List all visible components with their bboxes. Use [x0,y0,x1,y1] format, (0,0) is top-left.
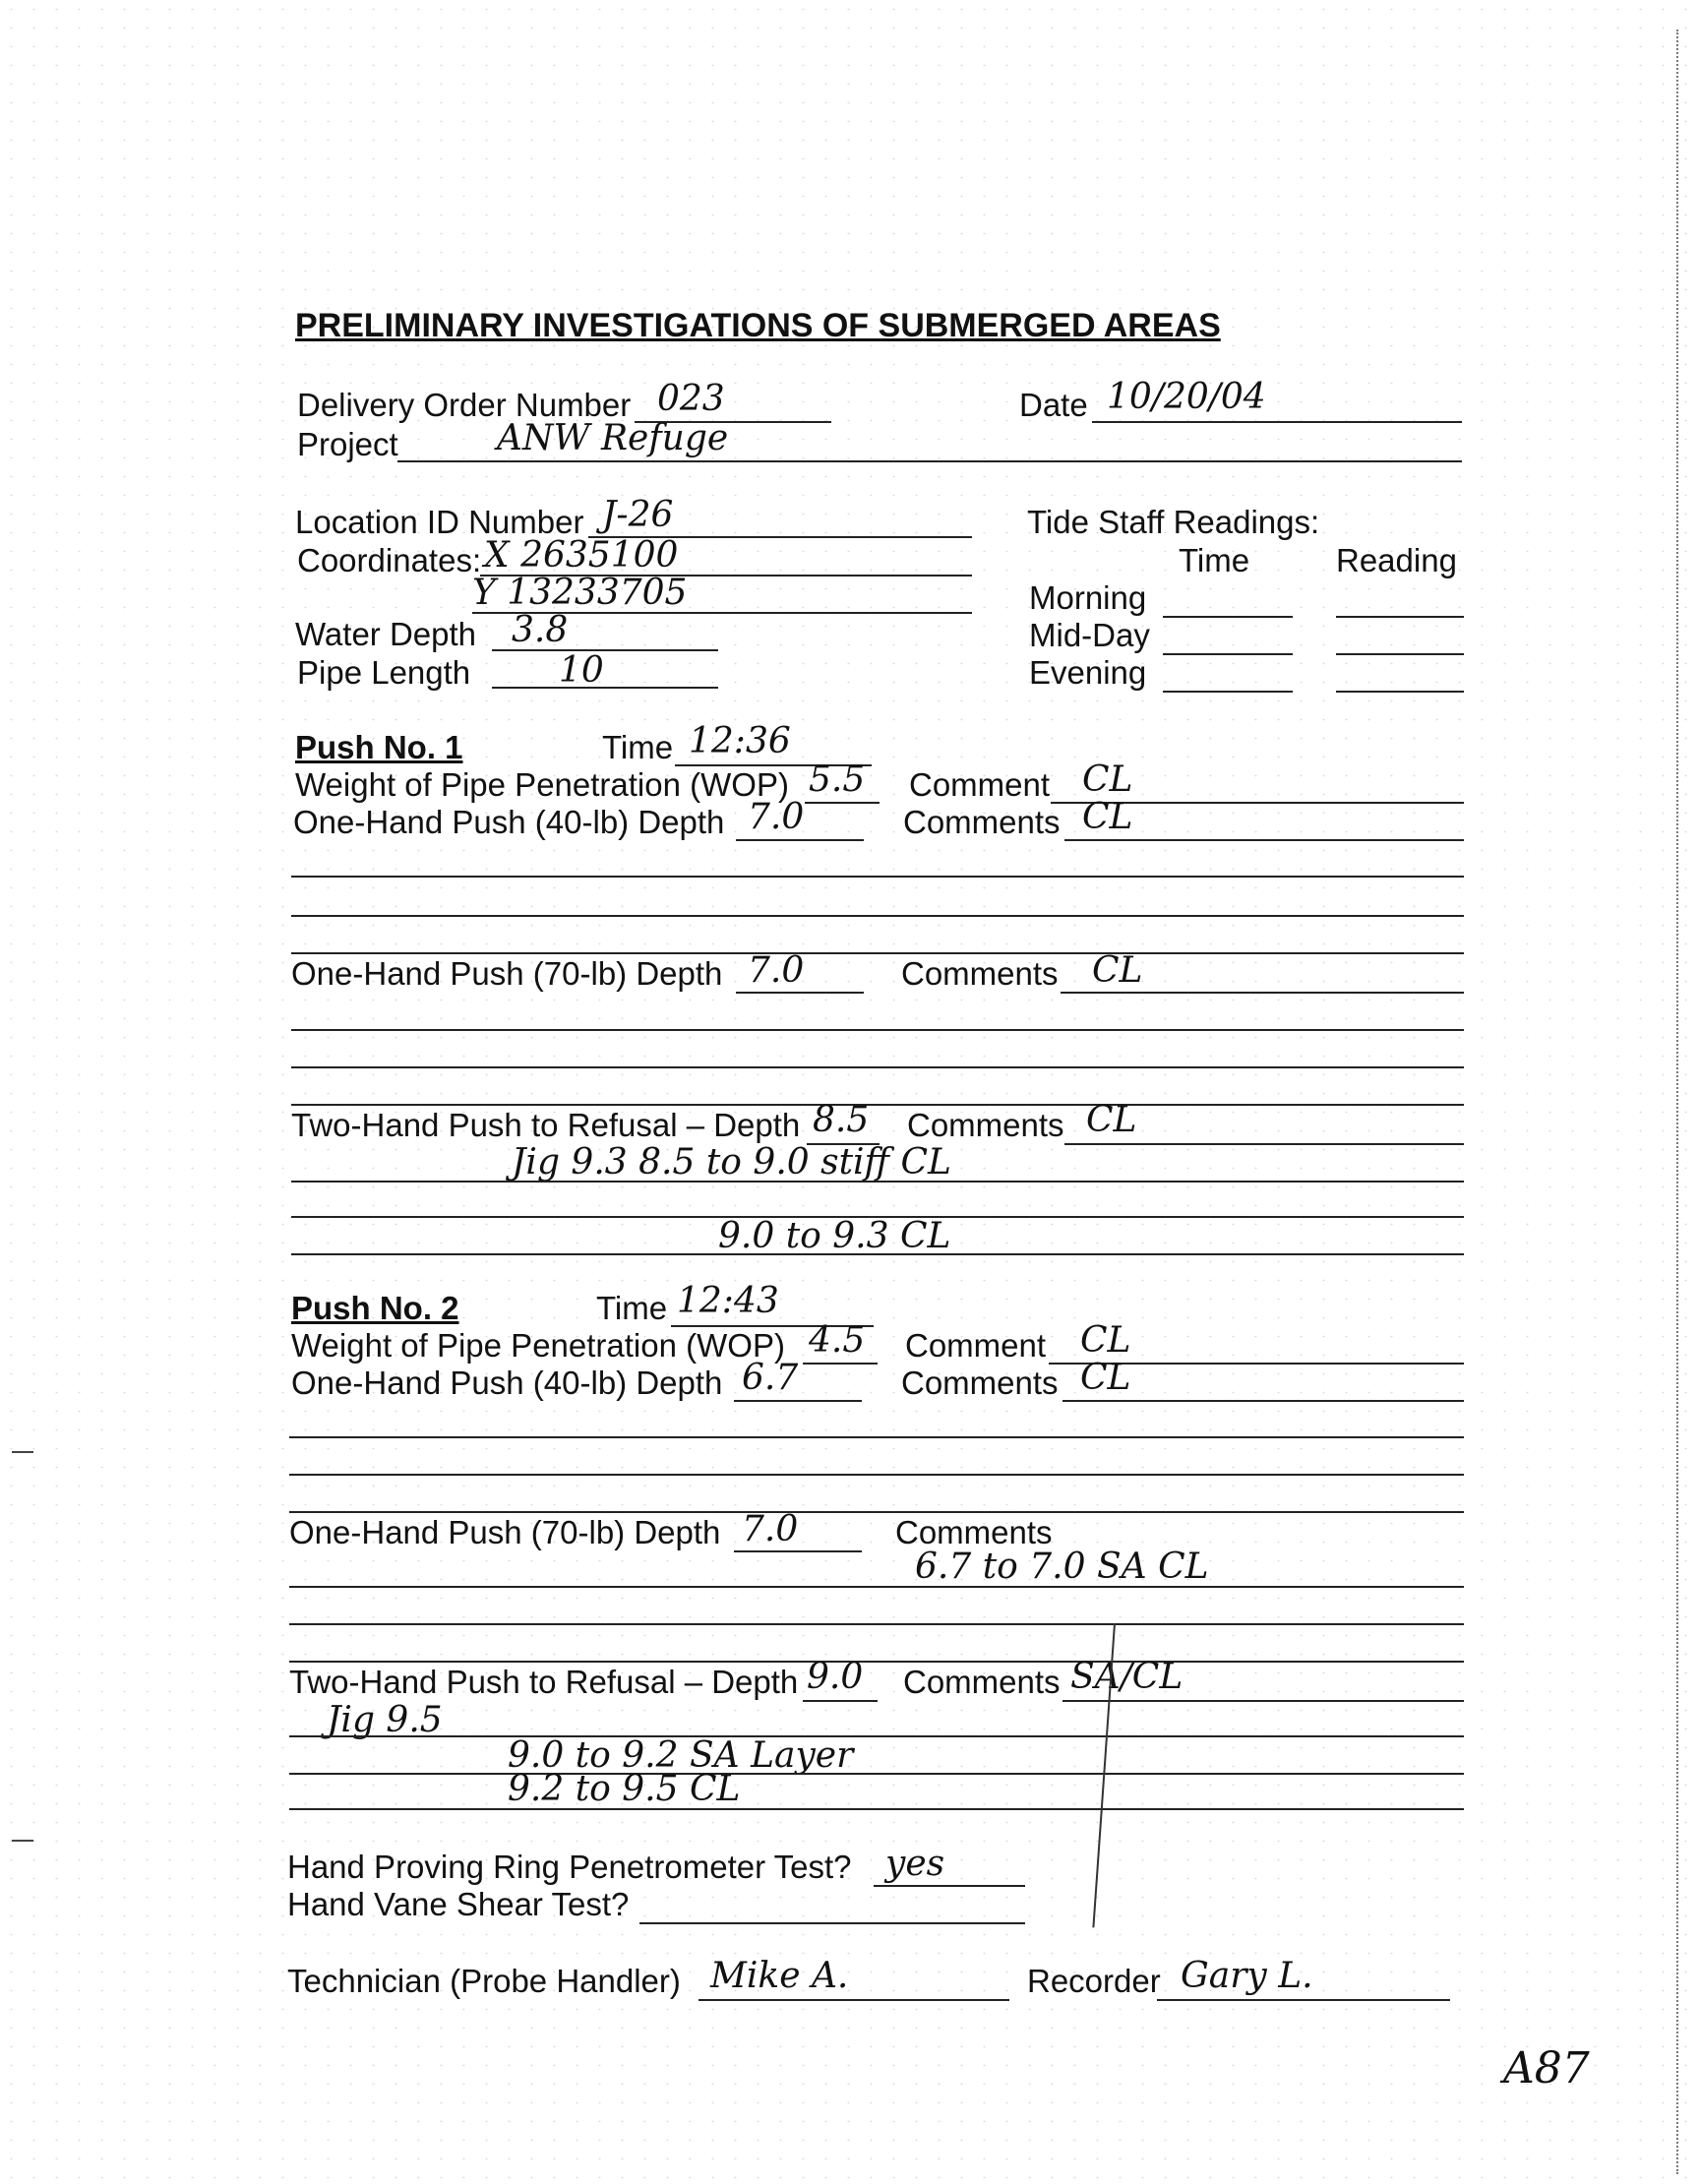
pipe-length-line [492,687,718,689]
push1-two-hand-comment-line [1064,1143,1464,1145]
coord-x-value[interactable]: X 2635100 [484,535,679,576]
push1-note-1[interactable]: Jig 9.3 8.5 to 9.0 stiff CL [512,1142,951,1183]
push1-blank-line[interactable] [291,1029,1464,1031]
project-value[interactable]: ANW Refuge [497,418,729,458]
push1-note-2[interactable]: 9.0 to 9.3 CL [718,1216,951,1256]
project-line [397,460,1462,462]
push2-p40-label: One-Hand Push (40-lb) Depth [291,1365,723,1401]
form-title: PRELIMINARY INVESTIGATIONS OF SUBMERGED AREAS [295,307,1221,344]
push2-note-2[interactable]: 9.2 to 9.5 CL [508,1769,741,1809]
recorder-line [1157,1999,1450,2001]
push2-wop-line [803,1363,878,1365]
tide-reading-header: Reading [1336,542,1457,578]
push1-two-hand-comment-value[interactable]: CL [1086,1100,1137,1140]
push1-blank-line[interactable] [291,952,1464,954]
push2-p40-comment-line [1062,1400,1464,1402]
push1-two-hand-label: Two-Hand Push to Refusal – Depth [291,1107,801,1143]
tide-midday-time-line[interactable] [1163,653,1293,655]
push2-p40-comments-label: Comments [901,1365,1059,1401]
proving-ring-value[interactable]: yes [885,1844,945,1884]
push1-blank-line[interactable] [291,1104,1464,1106]
push2-two-hand-value[interactable]: 9.0 [807,1657,864,1697]
push1-p40-comment-line [1064,839,1464,841]
push2-wop-label: Weight of Pipe Penetration (WOP) [291,1327,785,1364]
margin-mark [12,1840,33,1842]
push1-p70-label: One-Hand Push (70-lb) Depth [291,955,723,992]
recorder-label: Recorder [1027,1963,1161,1999]
tide-evening-time-line[interactable] [1163,691,1293,693]
push2-note-line [289,1808,1464,1810]
tide-morning-reading-line[interactable] [1336,616,1464,618]
proving-ring-label: Hand Proving Ring Penetrometer Test? [287,1849,852,1885]
technician-value[interactable]: Mike A. [710,1956,849,1996]
push1-two-hand-comments-label: Comments [907,1107,1064,1143]
push2-blank-line[interactable] [289,1586,1464,1588]
push2-blank-line[interactable] [289,1661,1464,1663]
push1-note-line [291,1253,1464,1255]
project-label: Project [297,426,398,462]
push1-wop-label: Weight of Pipe Penetration (WOP) [295,766,789,803]
push2-p70-value[interactable]: 7.0 [742,1509,799,1549]
push2-two-hand-comment-value[interactable]: SA/CL [1070,1657,1184,1697]
push1-p70-value[interactable]: 7.0 [748,950,805,991]
vane-shear-line[interactable] [639,1922,1025,1924]
push1-p70-line [736,992,864,994]
delivery-order-value[interactable]: 023 [657,379,725,419]
delivery-order-label: Delivery Order Number [297,387,632,423]
water-depth-value[interactable]: 3.8 [512,610,569,650]
coord-y-value[interactable]: Y 13233705 [472,573,688,613]
push1-time-value[interactable]: 12:36 [689,721,791,761]
push2-time-value[interactable]: 12:43 [677,1281,779,1321]
push2-time-label: Time [596,1290,668,1326]
push2-p70-line [734,1550,862,1552]
technician-line [698,1999,1009,2001]
push1-heading: Push No. 1 [295,729,463,765]
push1-p40-line [736,839,864,841]
push2-p70-note[interactable]: 6.7 to 7.0 SA CL [915,1547,1209,1587]
technician-label: Technician (Probe Handler) [287,1963,681,1999]
push1-p40-comments-label: Comments [903,804,1061,840]
proving-ring-line [874,1885,1025,1887]
push1-p70-comments-label: Comments [901,955,1059,992]
date-label: Date [1019,387,1088,423]
push1-time-label: Time [602,729,674,765]
push1-p70-comment-line [1061,992,1464,994]
push1-note-line [291,1181,1464,1183]
push2-blank-line[interactable] [289,1623,1464,1625]
push1-p40-comment-value[interactable]: CL [1082,797,1133,837]
tide-time-header: Time [1179,542,1250,578]
tide-evening-reading-line[interactable] [1336,691,1464,693]
push2-wop-comment-value[interactable]: CL [1080,1320,1131,1361]
scan-edge [1673,30,1678,2174]
push2-two-hand-comment-line [1062,1700,1464,1702]
push2-wop-comment-label: Comment [905,1327,1047,1364]
vane-shear-label: Hand Vane Shear Test? [287,1886,630,1922]
pipe-length-value[interactable]: 10 [559,650,604,691]
page-mark: A87 [1503,2043,1590,2093]
push2-p70-label: One-Hand Push (70-lb) Depth [289,1514,721,1550]
push2-p40-comment-value[interactable]: CL [1080,1358,1131,1398]
push2-p70-comments-label: Comments [895,1514,1053,1550]
push2-two-hand-label: Two-Hand Push to Refusal – Depth [289,1664,799,1700]
push2-two-hand-line [803,1700,878,1702]
push2-wop-value[interactable]: 4.5 [809,1320,866,1361]
push1-blank-line[interactable] [291,1066,1464,1068]
pipe-length-label: Pipe Length [297,654,471,691]
push1-p40-value[interactable]: 7.0 [748,797,805,837]
date-value[interactable]: 10/20/04 [1107,377,1266,417]
push2-note-1[interactable]: 9.0 to 9.2 SA Layer [508,1735,854,1776]
tide-staff-label: Tide Staff Readings: [1027,504,1320,540]
location-id-value[interactable]: J-26 [602,495,674,535]
push2-blank-line[interactable] [289,1474,1464,1476]
location-id-label: Location ID Number [295,504,584,540]
tide-midday-label: Mid-Day [1029,617,1150,653]
push1-two-hand-value[interactable]: 8.5 [813,1100,870,1140]
push2-blank-line[interactable] [289,1436,1464,1438]
recorder-value[interactable]: Gary L. [1181,1956,1313,1996]
push2-note-line [289,1773,1464,1775]
margin-mark [12,1451,33,1453]
push1-p40-label: One-Hand Push (40-lb) Depth [293,804,725,840]
coordinates-label: Coordinates: [297,542,482,578]
water-depth-line [492,649,718,651]
push1-blank-line[interactable] [291,915,1464,917]
push1-wop-comment-value[interactable]: CL [1082,759,1133,800]
push2-heading: Push No. 2 [291,1290,459,1326]
push2-two-hand-comments-label: Comments [903,1664,1061,1700]
push1-p70-comment-value[interactable]: CL [1092,950,1143,991]
water-depth-label: Water Depth [295,616,477,652]
push2-p40-value[interactable]: 6.7 [742,1358,799,1398]
push1-wop-comment-label: Comment [909,766,1051,803]
push1-wop-line [805,802,880,804]
tide-midday-reading-line[interactable] [1336,653,1464,655]
push2-note-line [289,1735,1464,1737]
date-line [1092,421,1462,423]
push2-p40-line [734,1400,862,1402]
tide-morning-time-line[interactable] [1163,616,1293,618]
push2-blank-line[interactable] [289,1511,1464,1513]
push1-blank-line[interactable] [291,876,1464,878]
tide-evening-label: Evening [1029,654,1147,691]
tide-morning-label: Morning [1029,579,1147,616]
push2-jig[interactable]: Jig 9.5 [327,1700,443,1740]
push1-wop-value[interactable]: 5.5 [809,759,866,800]
